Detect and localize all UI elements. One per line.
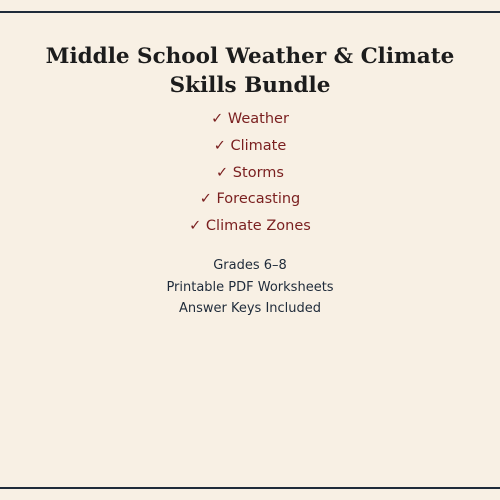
format-text: Printable PDF Worksheets — [166, 279, 334, 295]
top-border-rule — [0, 11, 500, 13]
title-line-2: Skills Bundle — [169, 73, 331, 98]
grades-text: Grades 6–8 — [213, 258, 287, 273]
checklist-item-storms: ✓ Storms — [216, 164, 284, 181]
page-title — [20, 42, 480, 100]
checklist-item-climate: ✓ Climate — [213, 137, 287, 154]
checklist-item-climate-zones: ✓ Climate Zones — [189, 218, 311, 234]
checklist-item-weather: ✓ Weather — [211, 111, 289, 127]
answer-keys-text: Answer Keys Included — [178, 301, 322, 316]
bottom-border-rule — [0, 487, 500, 489]
title-line-1: Middle School Weather & Climate — [45, 44, 455, 69]
checklist-item-forecasting: ✓ Forecasting — [199, 191, 301, 208]
topic-checklist — [0, 109, 500, 243]
product-details — [0, 257, 500, 322]
